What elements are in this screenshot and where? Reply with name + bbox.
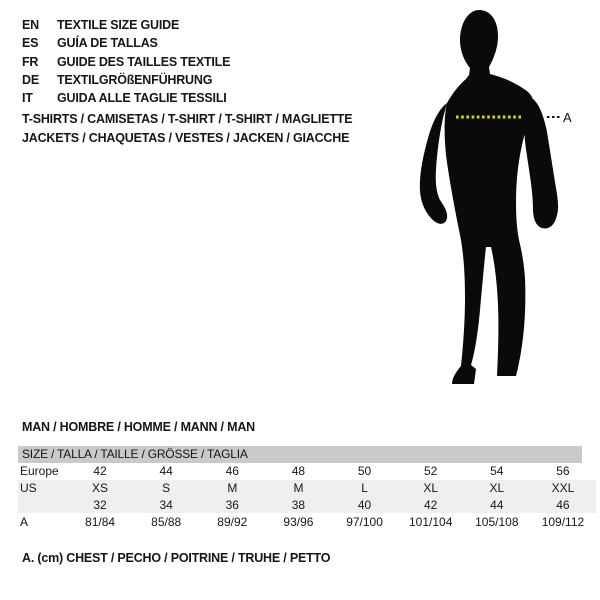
- size-cell: 81/84: [85, 514, 116, 529]
- size-table-header: SIZE / TALLA / TAILLE / GRÖSSE / TAGLIA: [18, 446, 582, 463]
- size-cell: L: [361, 481, 368, 496]
- language-list: [22, 16, 230, 107]
- size-cell: XXL: [551, 481, 575, 496]
- size-cell: 46: [225, 464, 239, 479]
- table-row-europe: [18, 463, 596, 480]
- size-cell: 97/100: [346, 514, 383, 529]
- size-cell: 89/92: [217, 514, 248, 529]
- language-row: [22, 71, 230, 89]
- man-silhouette: [405, 0, 600, 400]
- size-cell: 46: [556, 497, 570, 512]
- size-cell: 105/108: [475, 514, 519, 529]
- size-cell: XL: [489, 481, 505, 496]
- size-cell: 101/104: [408, 514, 453, 529]
- row-label: US: [20, 481, 37, 496]
- language-row: [22, 34, 230, 52]
- size-cell: S: [162, 481, 171, 496]
- size-cell: 44: [490, 497, 504, 512]
- size-table-body: [18, 463, 596, 530]
- language-row: [22, 89, 230, 107]
- size-cell: 38: [291, 497, 306, 512]
- size-cell: XL: [423, 481, 439, 496]
- size-cell: 40: [357, 497, 372, 512]
- size-cell: 34: [159, 497, 173, 512]
- language-code: EN: [22, 18, 39, 33]
- language-label: TEXTILE SIZE GUIDE: [57, 18, 180, 33]
- language-code: FR: [22, 54, 39, 69]
- silhouette-body: [445, 10, 533, 384]
- size-cell: M: [293, 481, 304, 496]
- size-cell: 85/88: [151, 514, 182, 529]
- language-row: [22, 53, 230, 71]
- size-table: [18, 446, 600, 530]
- row-label: Europe: [20, 464, 59, 479]
- category-line-tshirts: T-SHIRTS / CAMISETAS / T-SHIRT / T-SHIRT / MAGLIETTE: [22, 112, 353, 126]
- language-code: IT: [22, 91, 33, 106]
- size-cell: 32: [93, 497, 107, 512]
- section-title-man: MAN / HOMBRE / HOMME / MANN / MAN: [22, 420, 255, 434]
- size-cell: 42: [93, 464, 107, 479]
- table-row-us-letter: [18, 480, 596, 497]
- garment-categories: [22, 110, 352, 147]
- silhouette-right-arm: [524, 99, 558, 229]
- table-row-chest-cm: [18, 513, 596, 530]
- row-label: A: [20, 514, 29, 529]
- size-cell: 93/96: [283, 514, 314, 529]
- language-code: DE: [22, 73, 39, 88]
- table-row-us-numeric: [18, 497, 596, 514]
- language-label: GUIDA ALLE TAGLIE TESSILI: [57, 91, 227, 106]
- language-row: [22, 16, 230, 34]
- size-cell: 50: [357, 464, 372, 479]
- size-cell: 44: [159, 464, 173, 479]
- size-cell: 54: [490, 464, 504, 479]
- size-cell: 109/112: [541, 514, 585, 529]
- silhouette-left-arm: [420, 103, 447, 224]
- size-cell: XS: [92, 481, 109, 496]
- measurement-footnote: A. (cm) CHEST / PECHO / POITRINE / TRUHE / PETTO: [22, 551, 331, 565]
- language-code: ES: [22, 36, 39, 51]
- size-cell: M: [227, 481, 238, 496]
- size-cell: 56: [556, 464, 570, 479]
- language-label: TEXTILGRÖßENFÜHRUNG: [57, 73, 213, 88]
- size-cell: 42: [424, 497, 438, 512]
- category-line-jackets: JACKETS / CHAQUETAS / VESTES / JACKEN / GIACCHE: [22, 130, 350, 145]
- language-label: GUÍA DE TALLAS: [57, 36, 158, 51]
- size-cell: 48: [291, 464, 306, 479]
- size-cell: 52: [424, 464, 438, 479]
- language-label: GUIDE DES TAILLES TEXTILE: [57, 54, 231, 69]
- measure-label-a: A: [563, 110, 572, 125]
- size-cell: 36: [225, 497, 239, 512]
